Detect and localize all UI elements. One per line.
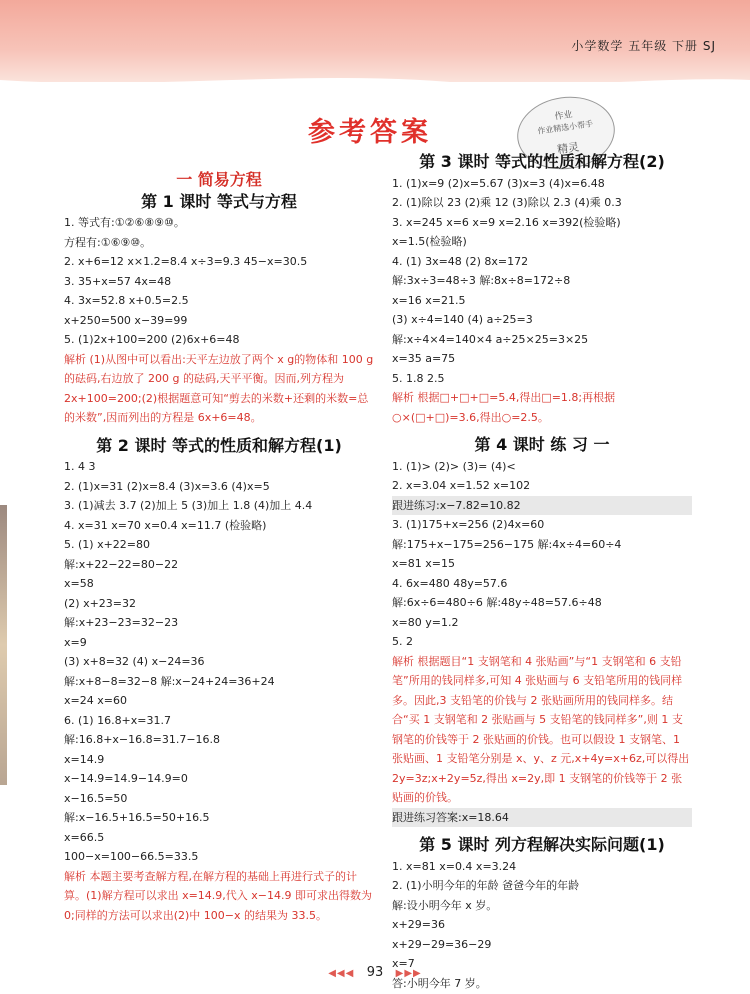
stamp-line3: 精灵 <box>556 140 580 157</box>
answer-line: 解:设小明今年 x 岁。 <box>392 898 498 912</box>
answer-line: x+29−29=36−29 <box>392 937 492 951</box>
answer-line: 5. 1.8 2.5 <box>392 371 445 385</box>
answer-line: 6. (1) 16.8+x=31.7 <box>64 713 171 727</box>
answer-line: 5. 2 <box>392 635 413 648</box>
answer-line: x=35 a=75 <box>392 352 456 365</box>
answer-line: x=14.9 <box>64 752 105 766</box>
header-tagline: 小学数学 五年级 下册 SJ <box>571 39 716 53</box>
answer-line: x−16.5=50 <box>64 791 128 805</box>
side-strip <box>0 505 7 785</box>
answer-line: 3. (1)减去 3.7 (2)加上 5 (3)加上 1.8 (4)加上 4.4 <box>64 499 313 512</box>
answer-line: 1. x=81 x=0.4 x=3.24 <box>392 859 517 873</box>
answer-line: 解:3x÷3=48÷3 解:8x÷8=172÷8 <box>392 274 571 287</box>
answer-line: 3. x=245 x=6 x=9 x=2.16 x=392(检验略) <box>392 215 621 229</box>
follow-up-answer: 跟进练习答案:x=18.64 <box>392 808 692 828</box>
page-number: 93 <box>366 965 384 980</box>
answer-line: 5. (1)2x+100=200 (2)6x+6=48 <box>64 333 240 346</box>
answer-line: x=58 <box>64 577 94 590</box>
lesson1-title: 第 1 课时 等式与方程 <box>141 191 297 211</box>
answer-line: x=81 x=15 <box>392 557 455 570</box>
answer-line: x−14.9=14.9−14.9=0 <box>64 772 188 785</box>
lesson3-title: 第 3 课时 等式的性质和解方程(2) <box>419 152 665 171</box>
answer-line: 4. 3x=52.8 x+0.5=2.5 <box>64 294 189 307</box>
answer-line: 2. x+6=12 x×1.2=8.4 x÷3=9.3 45−x=30.5 <box>64 255 308 268</box>
answer-line: 解:175+x−175=256−175 解:4x÷4=60÷4 <box>392 537 622 551</box>
answer-line: 1. (1)> (2)> (3)= (4)< <box>392 459 516 473</box>
answer-line: x=66.5 <box>64 830 105 844</box>
answer-line: 答:小明今年 7 岁。 <box>392 976 487 990</box>
answer-line: x=16 x=21.5 <box>392 293 466 307</box>
answer-line: 解:x−16.5+16.5=50+16.5 <box>64 811 210 824</box>
page-footer <box>0 965 750 980</box>
answer-line: 2. (1)x=31 (2)x=8.4 (3)x=3.6 (4)x=5 <box>64 479 270 493</box>
answer-line: 1. 4 3 <box>64 460 96 473</box>
answer-line: 解:x+23−23=32−23 <box>64 616 179 629</box>
lesson5-title: 第 5 课时 列方程解决实际问题(1) <box>419 835 665 854</box>
right-column <box>392 150 692 993</box>
answer-line: (2) x+23=32 <box>64 596 137 610</box>
answer-line: 解:x+22−22=80−22 <box>64 557 179 571</box>
stamp-line2: 作业精选小帮手 <box>536 119 594 136</box>
answer-line: x+250=500 x−39=99 <box>64 313 188 327</box>
unit-title: 一 简易方程 <box>176 170 262 189</box>
answer-line: 解:6x÷6=480÷6 解:48y÷48=57.6÷48 <box>392 596 602 609</box>
lesson2-title: 第 2 课时 等式的性质和解方程(1) <box>96 435 342 455</box>
next-arrows-icon: ▶▶▶ <box>395 968 422 979</box>
explanation: 解析 根据题目“1 支钢笔和 4 张贴画”与“1 支钢笔和 6 支铅笔”所用的钱同样多,可知 4 张贴画与 6 支铅笔所用的钱同样多。因此,3 支铅笔的价钱与 2 张贴画所用的钱同样多。结合“买 1 支钢笔和 2 张贴画与 5 支铅笔的钱同样多”,则 1 支钢笔的价钱等于 2 张贴画的价钱。也可以假设 1 支钢笔、1 张贴画、1 支铅笔分别是 x、y、z 元,x+4y=x+6z,可以得出 2y=3z;x+2y=5z,得出 x=2y,即 1 支钢笔的价钱等于 2 张贴画的价钱。 <box>392 654 690 804</box>
answer-line: 4. x=31 x=70 x=0.4 x=11.7 (检验略) <box>64 518 267 532</box>
answer-line: 4. 6x=480 48y=57.6 <box>392 576 508 590</box>
stamp-line1: 作业 <box>554 109 574 123</box>
prev-arrows-icon: ◀◀◀ <box>328 968 355 979</box>
answer-line: 4. (1) 3x=48 (2) 8x=172 <box>392 254 529 268</box>
answer-line: 1. 等式有:①②⑥⑧⑨⑩。 <box>64 216 185 229</box>
answer-line: x=1.5(检验略) <box>392 235 467 248</box>
answer-line: x=80 y=1.2 <box>392 615 459 629</box>
answer-line: 3. (1)175+x=256 (2)4x=60 <box>392 518 545 531</box>
page-title: 参考答案 <box>308 117 432 148</box>
answer-line: x=9 <box>64 635 87 649</box>
answer-line: 3. 35+x=57 4x=48 <box>64 274 172 288</box>
answer-line: (3) x÷4=140 (4) a÷25=3 <box>392 313 533 326</box>
explanation: 解析 (1)从图中可以看出:天平左边放了两个 x g的物体和 100 g 的砝码,右边放了 200 g 的砝码,天平平衡。因而,列方程为 2x+100=200;(2)根据题意可知“剪去的米数+还剩的米数=总的米数”,因而列出的方程是 6x+6=48。 <box>64 352 374 424</box>
answer-line: 5. (1) x+22=80 <box>64 538 151 551</box>
answer-line: 2. x=3.04 x=1.52 x=102 <box>392 479 531 492</box>
answer-line: 2. (1)小明今年的年龄 爸爸今年的年龄 <box>392 879 580 892</box>
explanation: 解析 本题主要考查解方程,在解方程的基础上再进行式子的计算。(1)解方程可以求出 x=14.9,代入 x−14.9 即可求出得数为 0;同样的方法可以求出(2)中 100−x 的结果为 33.5。 <box>64 869 373 922</box>
answer-line: 解:x÷4×4=140×4 a÷25×25=3×25 <box>392 332 589 346</box>
answer-line: 解:16.8+x−16.8=31.7−16.8 <box>64 733 221 746</box>
left-column <box>64 168 374 925</box>
answer-line: x=24 x=60 <box>64 694 127 707</box>
answer-line: 2. (1)除以 23 (2)乘 12 (3)除以 2.3 (4)乘 0.3 <box>392 196 622 209</box>
answer-line: 解:x+8−8=32−8 解:x−24+24=36+24 <box>64 674 275 688</box>
answer-line: 1. (1)x=9 (2)x=5.67 (3)x=3 (4)x=6.48 <box>392 176 605 190</box>
answer-line: 方程有:①⑥⑨⑩。 <box>64 235 152 249</box>
follow-up-exercise: 跟进练习:x−7.82=10.82 <box>392 496 692 516</box>
answer-line: (3) x+8=32 (4) x−24=36 <box>64 655 205 668</box>
header-wave <box>0 70 750 90</box>
answer-line: x=7 <box>392 957 415 970</box>
answer-line: x+29=36 <box>392 918 445 931</box>
lesson4-title: 第 4 课时 练 习 一 <box>474 435 610 454</box>
explanation: 解析 根据□+□+□=5.4,得出□=1.8;再根据○×(□+□)=3.6,得出○=2.5。 <box>392 391 616 424</box>
answer-line: 100−x=100−66.5=33.5 <box>64 850 199 863</box>
